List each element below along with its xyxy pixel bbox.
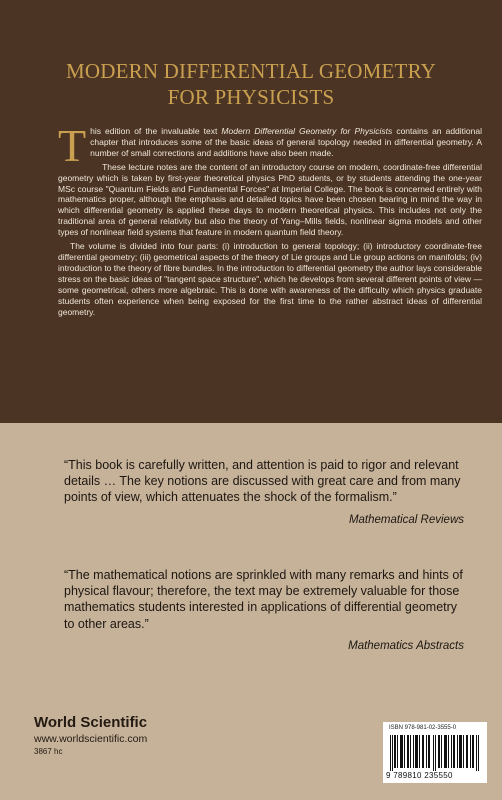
paragraph-1 — [58, 120, 482, 171]
description-text — [58, 120, 482, 317]
paragraph-1-rest: contains an additional chapter that introduces some of the basic ideas of general topology needed in differential geometry. A number of small corrections and additions have also been made. — [90, 126, 482, 158]
publisher-website: www.worldscientific.com — [34, 733, 148, 745]
paragraph-3: The volume is divided into four parts: (i) introduction to general topology; (ii) introductory coordinate-free differential geometry; (iii) geometrical aspects of the theory of Lie groups and Lie group actions on manifolds; (iv) introduction to the theory of fibre bundles. In the introduction to differential geometry the author lays considerable stress on the basic ideas of "tangent space structure", which he develops from several different points of view — some geometrical, others more algebraic. This is done with awareness of the difficulty which physics graduate students often experience when being exposed for the first time to the rather abstract ideas of differential geometry. — [58, 241, 482, 317]
paragraph-1-book-title: Modern Differential Geometry for Physicists — [221, 126, 393, 136]
drop-cap: T — [58, 120, 87, 171]
publisher-block — [34, 714, 147, 758]
paragraph-2: These lecture notes are the content of an introductory course on modern, coordinate-free differential geometry which is taken by first-year theoretical physics PhD students, or by students attending the one-year MSc course "Quantum Fields and Fundamental Forces" at Imperial College. The book is concerned entirely with mathematics proper, although the emphasis and detailed topics have been chosen bearing in mind the way in which differential geometry is applied these days to modern theoretical physics. This includes not only the traditional area of general relativity but also the theory of Yang–Mills fields, nonlinear sigma models and other types of nonlinear field systems that feature in modern quantum field theory. — [58, 161, 482, 238]
title-line-1: MODERN DIFFERENTIAL GEOMETRY — [66, 59, 436, 83]
review-quote-1-source: Mathematical Reviews — [348, 513, 464, 526]
review-quote-2-text: “The mathematical notions are sprinkled with many remarks and hints of physical flavour; therefore, the text may be extremely valuable for those mathematics students interested in applications of differential geometry to other areas.” — [64, 568, 463, 631]
book-title — [0, 58, 502, 110]
paragraph-1-intro: his edition of the invaluable text — [90, 126, 222, 136]
isbn-barcode-box — [383, 722, 487, 783]
product-code: 3867 hc — [34, 747, 63, 756]
barcode-icon — [390, 735, 480, 771]
title-line-2: FOR PHYSICISTS — [167, 85, 335, 109]
isbn-label: ISBN 978-981-02-3555-0 — [389, 725, 457, 731]
review-quote-2 — [64, 567, 464, 652]
review-quote-1-text: “This book is carefully written, and attention is paid to rigor and relevant details … The key notions are discussed with great care and from many points of view, which attenuates the shock of the formalism.” — [64, 458, 461, 505]
publisher-name: World Scientific — [34, 714, 148, 731]
review-quote-1 — [64, 457, 464, 526]
barcode-number: 9 789810 235550 — [386, 771, 453, 780]
review-quote-2-source: Mathematics Abstracts — [348, 639, 464, 652]
